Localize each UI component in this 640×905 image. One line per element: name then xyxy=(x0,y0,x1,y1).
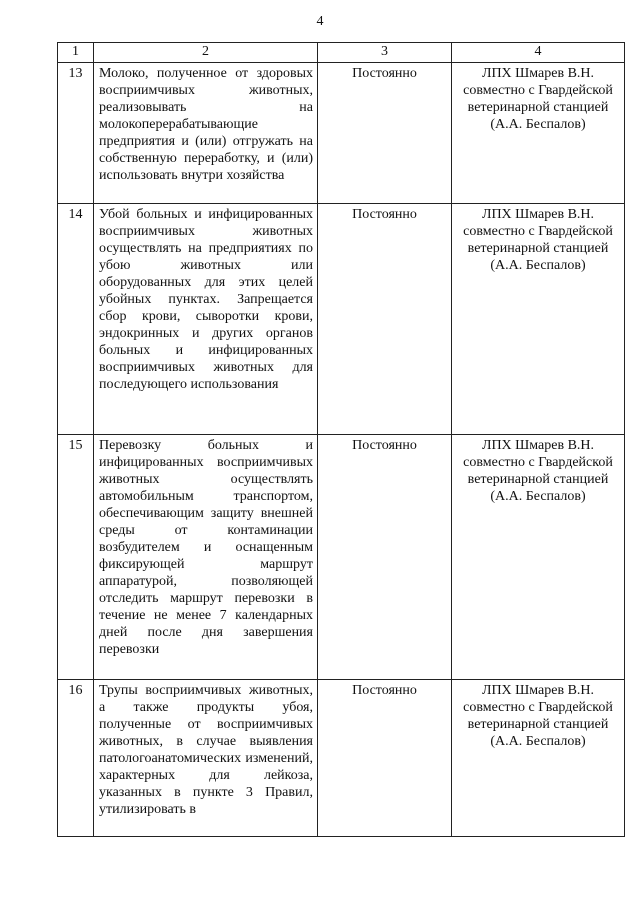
row-number: 16 xyxy=(58,680,94,837)
page-number: 4 xyxy=(316,14,324,29)
header-col-3: 3 xyxy=(318,43,452,63)
header-col-4: 4 xyxy=(452,43,625,63)
table-row xyxy=(58,204,625,435)
table-row xyxy=(58,435,625,680)
row-period: Постоянно xyxy=(318,63,452,204)
row-number: 15 xyxy=(58,435,94,680)
table-row xyxy=(58,63,625,204)
row-responsible: ЛПХ Шмарев В.Н. совместно с Гвардейской ветеринарной станцией (А.А. Беспалов) xyxy=(452,435,625,680)
row-responsible: ЛПХ Шмарев В.Н. совместно с Гвардейской ветеринарной станцией (А.А. Беспалов) xyxy=(452,204,625,435)
row-responsible: ЛПХ Шмарев В.Н. совместно с Гвардейской ветеринарной станцией (А.А. Беспалов) xyxy=(452,680,625,837)
measures-table xyxy=(57,42,625,837)
header-col-2: 2 xyxy=(94,43,318,63)
table-row xyxy=(58,680,625,837)
row-period: Постоянно xyxy=(318,435,452,680)
header-col-1: 1 xyxy=(58,43,94,63)
row-period: Постоянно xyxy=(318,204,452,435)
row-measure: Молоко, полученное от здоровых восприимчивых животных, реализовывать на молокоперерабатывающие предприятия и (или) отгружать на собственную переработку, и (или) использовать внутри хозяйства xyxy=(94,63,318,204)
row-measure: Перевозку больных и инфицированных восприимчивых животных осуществлять автомобильным транспортом, обеспечивающим защиту внешней среды от контаминации возбудителем и оснащенным фиксирующей маршрут аппаратурой, позволяющей отследить маршрут перевозки в течение не менее 7 календарных дней после дня завершения перевозки xyxy=(94,435,318,680)
row-measure: Трупы восприимчивых животных, а также продукты убоя, полученные от восприимчивых животных, в случае выявления патологоанатомических изменений, характерных для лейкоза, указанных в пункте 3 Правил, утилизировать в xyxy=(94,680,318,837)
row-number: 14 xyxy=(58,204,94,435)
row-measure: Убой больных и инфицированных восприимчивых животных осуществлять на предприятиях по убою животных или оборудованных для этих целей убойных пунктах. Запрещается сбор крови, сыворотки крови, эндокринных и других органов больных и инфицированных восприимчивых животных для последующего использования xyxy=(94,204,318,435)
row-number: 13 xyxy=(58,63,94,204)
row-responsible: ЛПХ Шмарев В.Н. совместно с Гвардейской ветеринарной станцией (А.А. Беспалов) xyxy=(452,63,625,204)
row-period: Постоянно xyxy=(318,680,452,837)
table-header-row xyxy=(58,43,625,63)
